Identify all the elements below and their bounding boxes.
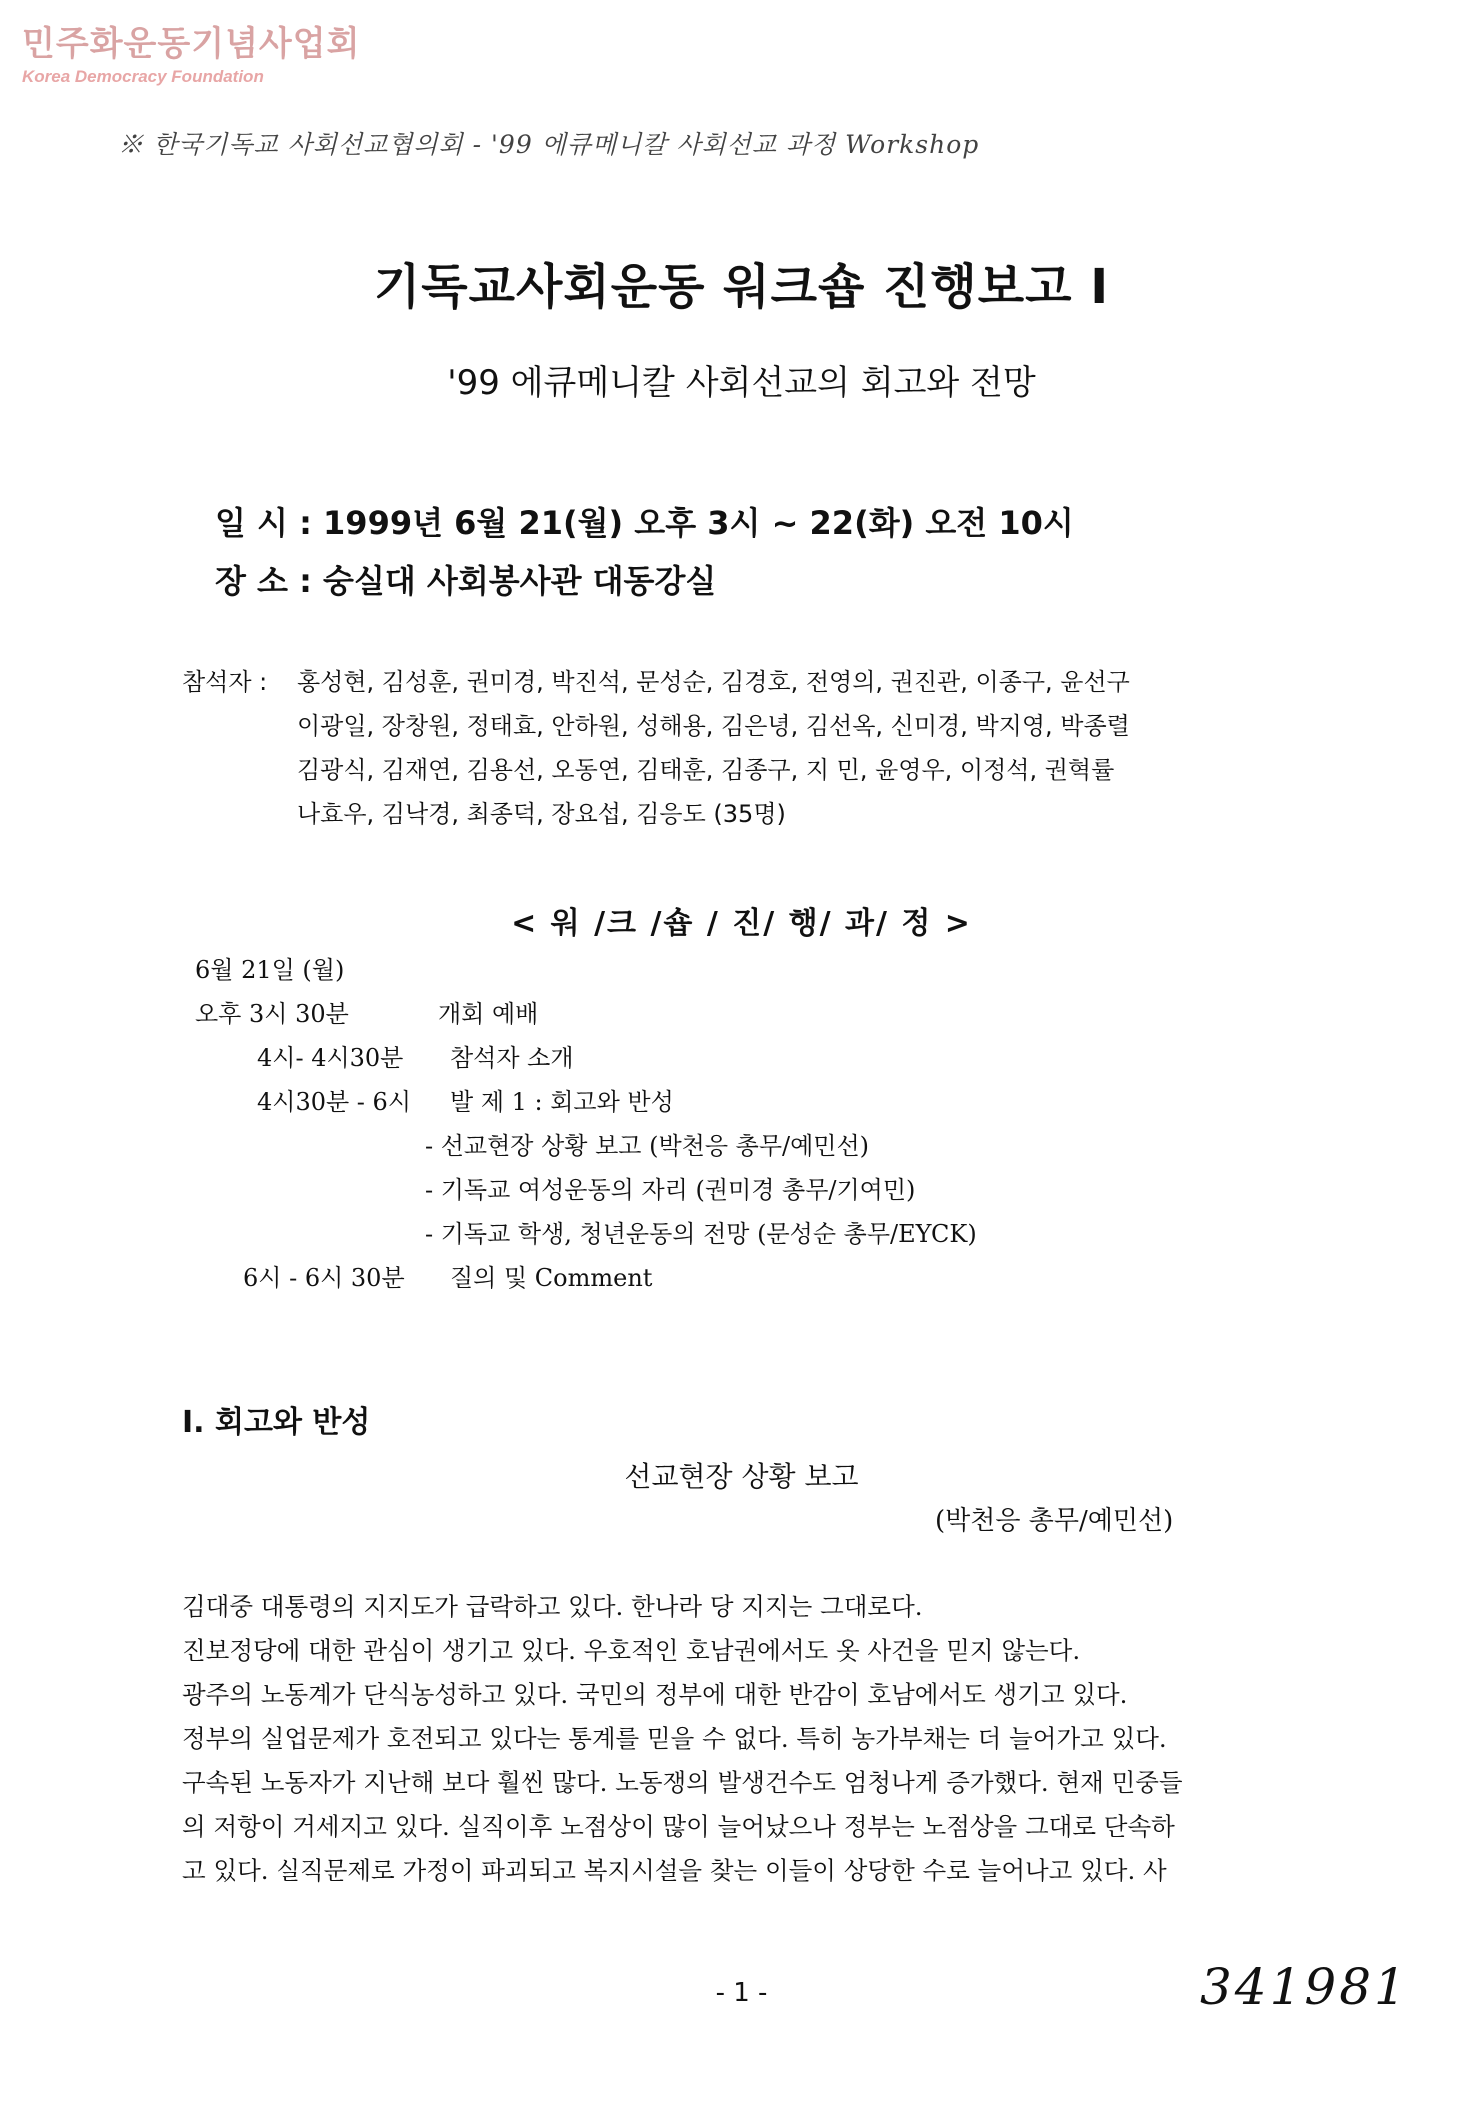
document-title: 기독교사회운동 워크숍 진행보고 I — [373, 259, 1110, 315]
watermark-korean: 민주화운동기념사업회 — [22, 24, 361, 64]
schedule-time: 6시 - 6시 30분 — [243, 1264, 405, 1292]
document-subtitle: '99 에큐메니칼 사회선교의 회고와 전망 — [447, 363, 1036, 403]
schedule-time: 오후 3시 30분 — [195, 1000, 349, 1028]
schedule-item: 질의 및 Comment — [450, 1264, 653, 1292]
schedule-time: 4시30분 - 6시 — [257, 1088, 411, 1116]
section-heading: I. 회고와 반성 — [182, 1405, 371, 1440]
handwritten-note: ※ 한국기독교 사회선교협의회 - '99 에큐메니칼 사회선교 과정 Workshop — [118, 130, 980, 159]
report-author: (박천응 총무/예민선) — [935, 1506, 1174, 1536]
schedule-time: 4시- 4시30분 — [257, 1044, 404, 1072]
body-line: 광주의 노동계가 단식농성하고 있다. 국민의 정부에 대한 반감이 호남에서도 생기고 있다. — [182, 1680, 1128, 1709]
handwritten-stamp-number: 341981 — [1200, 1958, 1409, 2016]
attendee-list — [182, 660, 1130, 836]
process-title: < 워 /크 /숍 / 진/ 행/ 과/ 정 > — [511, 906, 972, 941]
attendee-row — [182, 792, 1130, 836]
schedule-subitem: - 기독교 학생, 청년운동의 전망 (문성순 총무/EYCK) — [425, 1220, 977, 1248]
schedule-item: 발 제 1 : 회고와 반성 — [450, 1088, 674, 1116]
place-line: 장 소 : 숭실대 사회봉사관 대동강실 — [215, 562, 717, 600]
watermark-english: Korea Democracy Foundation — [22, 67, 264, 86]
attendee-names: 나효우, 김낙경, 최종덕, 장요섭, 김응도 (35명) — [297, 800, 786, 828]
attendee-names: 이광일, 장창원, 정태효, 안하원, 성해용, 김은녕, 김선옥, 신미경, 박지영, 박종렬 — [297, 712, 1130, 740]
schedule-subitem: - 기독교 여성운동의 자리 (권미경 총무/기여민) — [425, 1176, 916, 1204]
body-line: 의 저항이 거세지고 있다. 실직이후 노점상이 많이 늘어났으나 정부는 노점상을 그대로 단속하 — [182, 1812, 1175, 1841]
body-line: 김대중 대통령의 지지도가 급락하고 있다. 한나라 당 지지는 그대로다. — [182, 1592, 923, 1621]
attendee-names: 홍성현, 김성훈, 권미경, 박진석, 문성순, 김경호, 전영의, 권진관, 이종구, 윤선구 — [297, 668, 1130, 696]
body-line: 정부의 실업문제가 호전되고 있다는 통계를 믿을 수 없다. 특히 농가부채는 더 늘어가고 있다. — [182, 1724, 1167, 1753]
attendee-label: 참석자 : — [182, 668, 268, 696]
body-paragraph — [182, 1585, 1342, 1893]
schedule-subitem: - 선교현장 상황 보고 (박천응 총무/예민선) — [425, 1132, 870, 1160]
schedule-item: 개회 예배 — [438, 1000, 539, 1028]
report-title: 선교현장 상황 보고 — [624, 1460, 859, 1493]
attendee-row — [182, 704, 1130, 748]
body-line: 구속된 노동자가 지난해 보다 훨씬 많다. 노동쟁의 발생건수도 엄청나게 증가했다. 현재 민중들 — [182, 1768, 1183, 1797]
datetime-line: 일 시 : 1999년 6월 21(월) 오후 3시 ~ 22(화) 오전 10시 — [215, 504, 1074, 542]
attendee-names: 김광식, 김재연, 김용선, 오동연, 김태훈, 김종구, 지 민, 윤영우, 이정석, 권혁률 — [297, 756, 1115, 784]
body-line: 진보정당에 대한 관심이 생기고 있다. 우호적인 호남권에서도 옷 사건을 믿지 않는다. — [182, 1636, 1081, 1665]
watermark-logo — [22, 16, 360, 87]
attendee-row — [182, 748, 1130, 792]
schedule-item: 참석자 소개 — [450, 1044, 574, 1072]
page-number: - 1 - — [715, 1978, 768, 2008]
body-line: 고 있다. 실직문제로 가정이 파괴되고 복지시설을 찾는 이들이 상당한 수로 늘어나고 있다. 사 — [182, 1856, 1167, 1885]
schedule-date: 6월 21일 (월) — [195, 956, 345, 984]
attendee-row — [182, 660, 1130, 704]
